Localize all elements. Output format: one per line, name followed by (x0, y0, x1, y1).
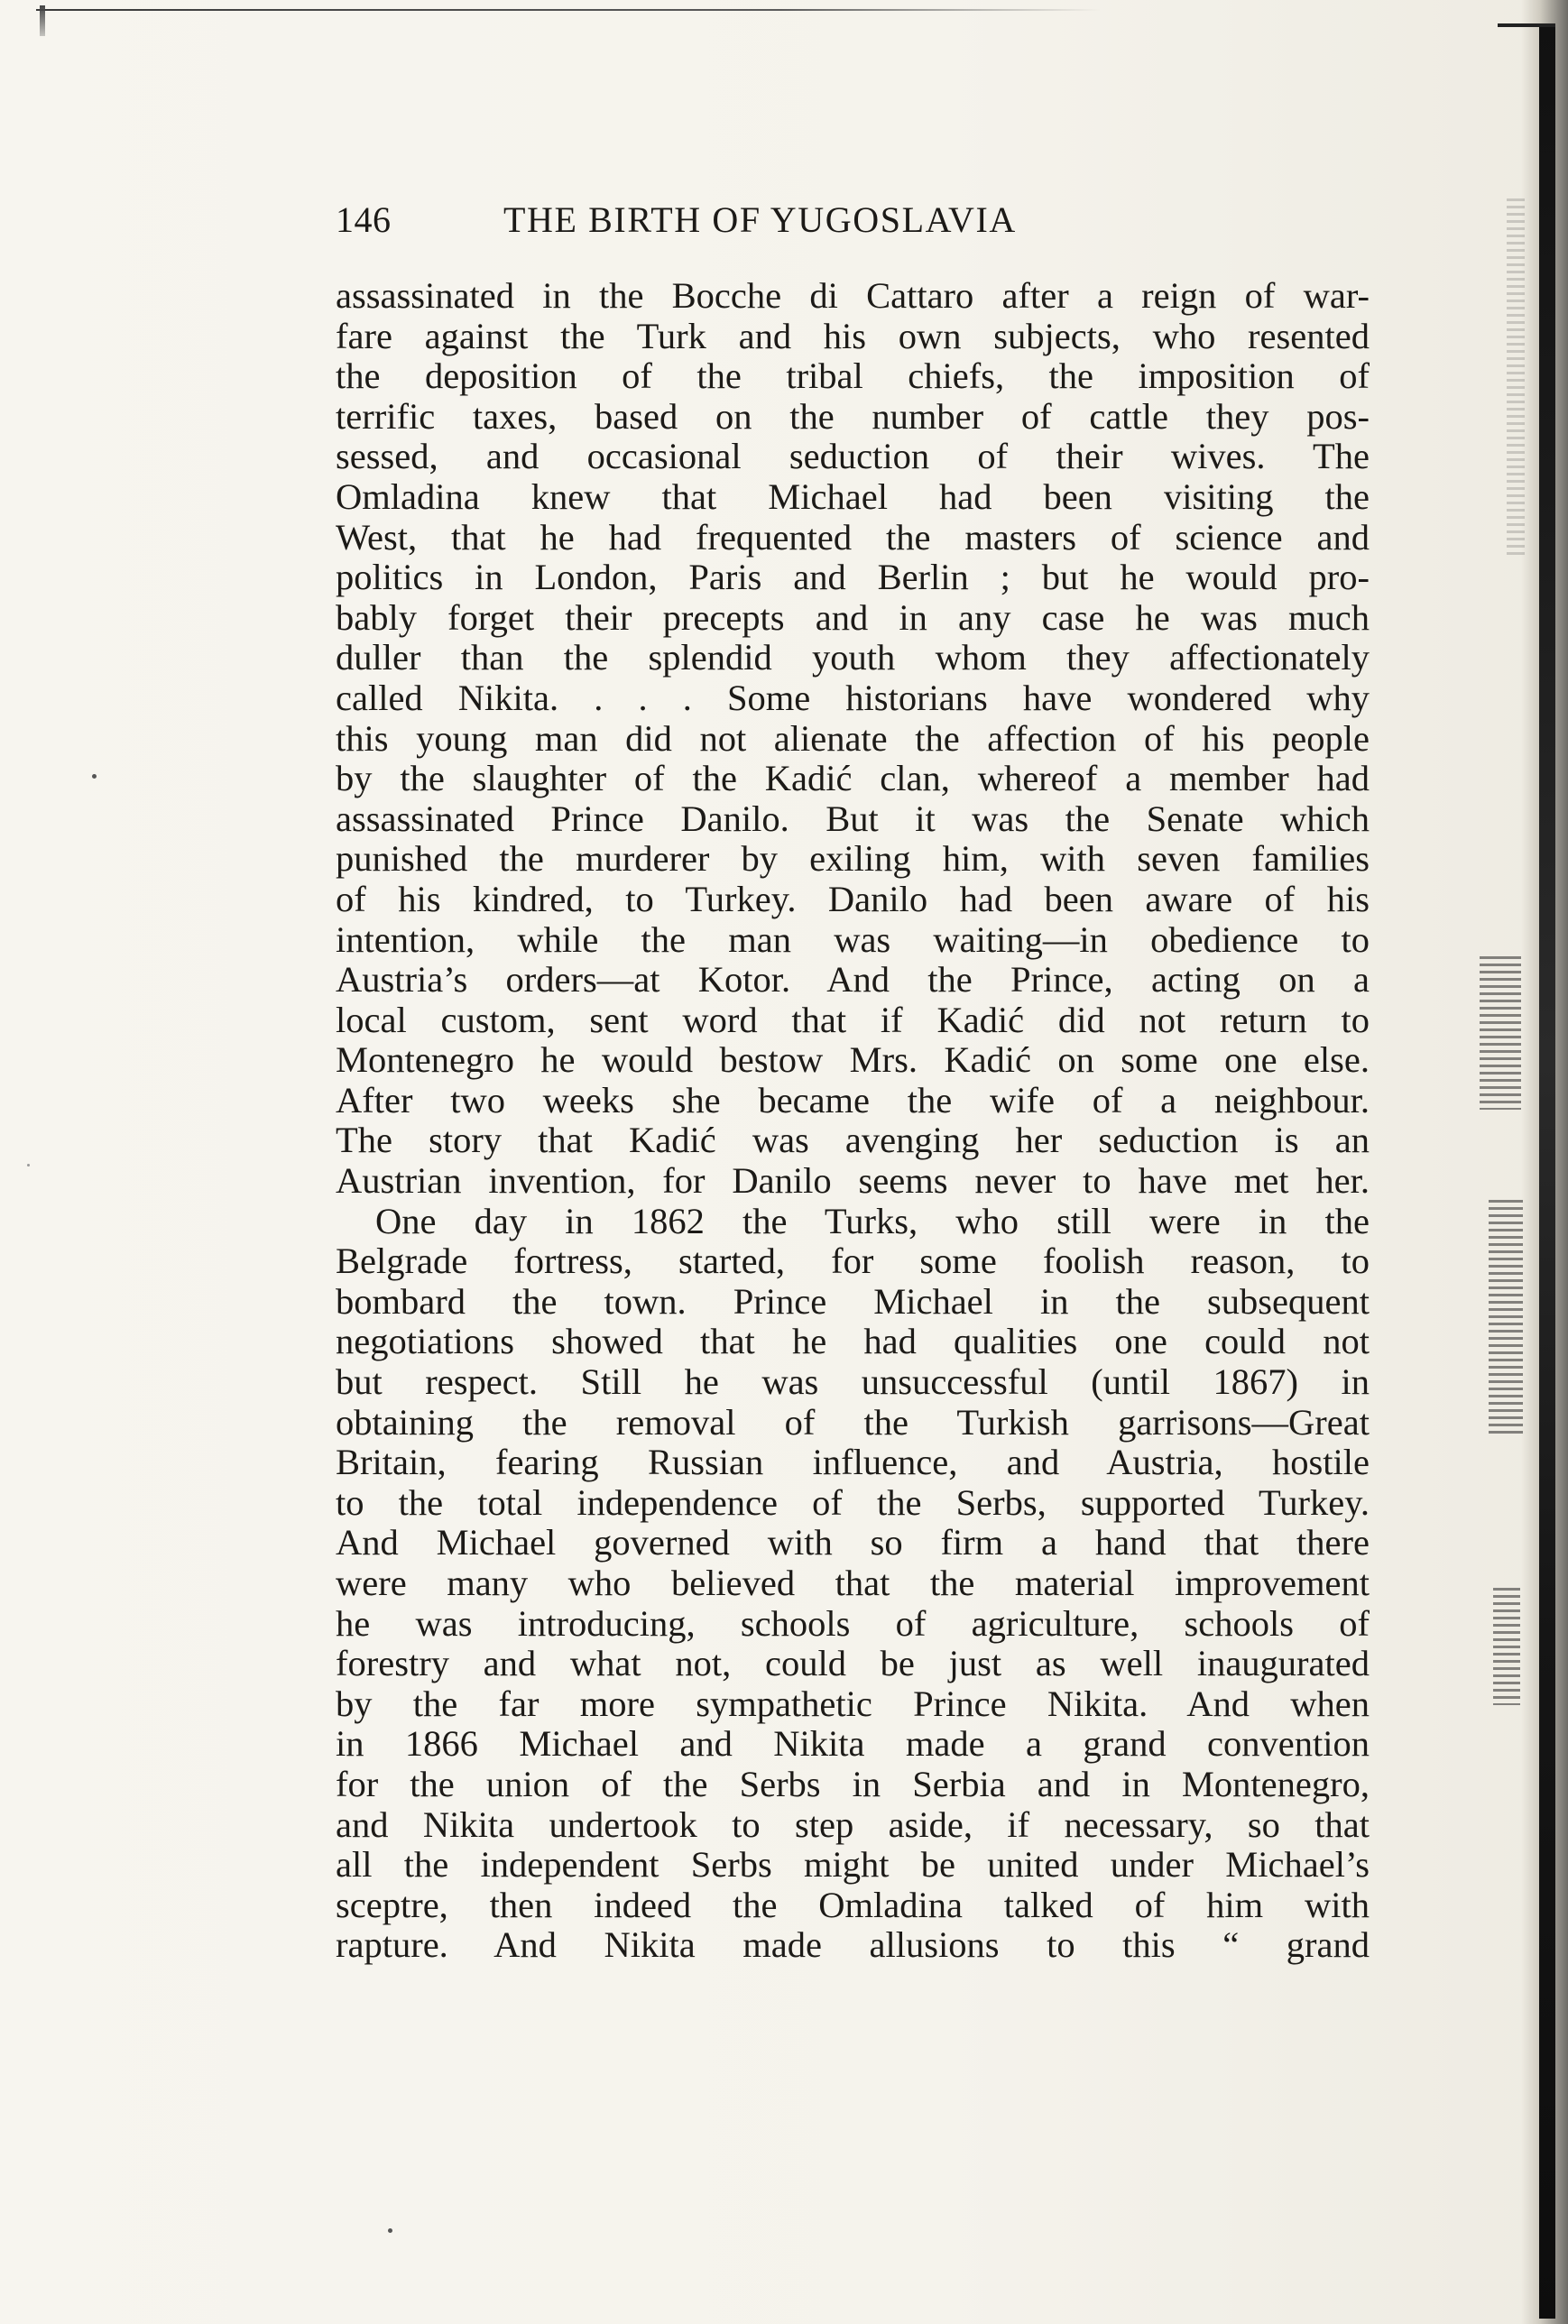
text-line: this young man did not alienate the affection of his people (336, 717, 1370, 759)
text-line: intention, while the man was waiting—in obedience to (336, 918, 1370, 960)
text-line: local custom, sent word that if Kadić did not return to (336, 999, 1370, 1040)
scan-speck (27, 1164, 30, 1167)
running-title: THE BIRTH OF YUGOSLAVIA (503, 199, 1017, 240)
text-line: Austrian invention, for Danilo seems never to have met her. (336, 1160, 1370, 1202)
text-line: After two weeks she became the wife of a neighbour. (336, 1079, 1370, 1120)
page-number: 146 (336, 199, 392, 240)
scan-speck (92, 774, 97, 779)
text-line: fare against the Turk and his own subjects, who resented (336, 315, 1370, 356)
binding-edge (1539, 27, 1555, 2319)
text-line: politics in London, Paris and Berlin ; but he would pro- (336, 557, 1370, 598)
text-line: all the independent Serbs might be united under Michael’s (336, 1844, 1370, 1886)
text-line: were many who believed that the material improvement (336, 1563, 1370, 1603)
text-line: by the far more sympathetic Prince Nikita. And when (336, 1683, 1370, 1724)
scan-speck (388, 2228, 392, 2233)
text-line: terrific taxes, based on the number of cattle they pos- (336, 395, 1370, 437)
text-line: Britain, fearing Russian influence, and Austria, hostile (336, 1442, 1370, 1483)
text-line: The story that Kadić was avenging her seduction is an (336, 1120, 1370, 1161)
text-line: Belgrade fortress, started, for some foolish reason, to (336, 1240, 1370, 1282)
text-line: bably forget their precepts and in any case he was much (336, 596, 1370, 638)
paragraph-first-line: One day in 1862 the Turks, who still were in the (375, 1200, 1370, 1241)
text-line: he was introducing, schools of agriculture, schools of (336, 1602, 1370, 1644)
body-text (336, 276, 1370, 1966)
text-line: and Nikita undertook to step aside, if necessary, so that (336, 1803, 1370, 1845)
text-line: assassinated Prince Danilo. But it was the Senate which (336, 798, 1370, 839)
scan-top-rule (36, 9, 1101, 11)
text-line: assassinated in the Bocche di Cattaro after a reign of war- (336, 275, 1370, 316)
bleed-through-mark (1507, 198, 1525, 559)
text-line: to the total independence of the Serbs, supported Turkey. (336, 1481, 1370, 1523)
text-line: bombard the town. Prince Michael in the subsequent (336, 1280, 1370, 1322)
text-line: but respect. Still he was unsuccessful (until 1867) in (336, 1361, 1370, 1403)
text-line: Austria’s orders—at Kotor. And the Prince, acting on a (336, 959, 1370, 1001)
text-line: Omladina knew that Michael had been visiting the (336, 475, 1370, 517)
text-line: the deposition of the tribal chiefs, the imposition of (336, 355, 1370, 397)
text-line: for the union of the Serbs in Serbia and in Montenegro, (336, 1763, 1370, 1804)
text-line: Montenegro he would bestow Mrs. Kadić on some one else. (336, 1039, 1370, 1081)
text-line: in 1866 Michael and Nikita made a grand convention (336, 1723, 1370, 1765)
scan-corner-mark (40, 5, 45, 36)
text-line: sessed, and occasional seduction of their wives. The (336, 436, 1370, 477)
text-line: negotiations showed that he had qualities one could not (336, 1321, 1370, 1362)
text-line: rapture. And Nikita made allusions to this “ grand (336, 1924, 1370, 1966)
bleed-through-mark (1489, 1200, 1523, 1434)
text-line: And Michael governed with so firm a hand that there (336, 1522, 1370, 1563)
text-line: by the slaughter of the Kadić clan, whereof a member had (336, 758, 1370, 799)
text-line: called Nikita. . . . Some historians have wondered why (336, 677, 1370, 718)
text-line: of his kindred, to Turkey. Danilo had been aware of his (336, 878, 1370, 919)
running-head (336, 198, 1373, 249)
bleed-through-mark (1493, 1588, 1520, 1705)
text-line: obtaining the removal of the Turkish garrisons—Great (336, 1401, 1370, 1443)
text-line: sceptre, then indeed the Omladina talked of him with (336, 1884, 1370, 1925)
text-line: forestry and what not, could be just as well inaugurated (336, 1643, 1370, 1684)
text-line: duller than the splendid youth whom they affectionately (336, 637, 1370, 678)
text-line: punished the murderer by exiling him, with seven families (336, 838, 1370, 880)
bleed-through-mark (1480, 956, 1521, 1110)
text-line: West, that he had frequented the masters of science and (336, 516, 1370, 558)
